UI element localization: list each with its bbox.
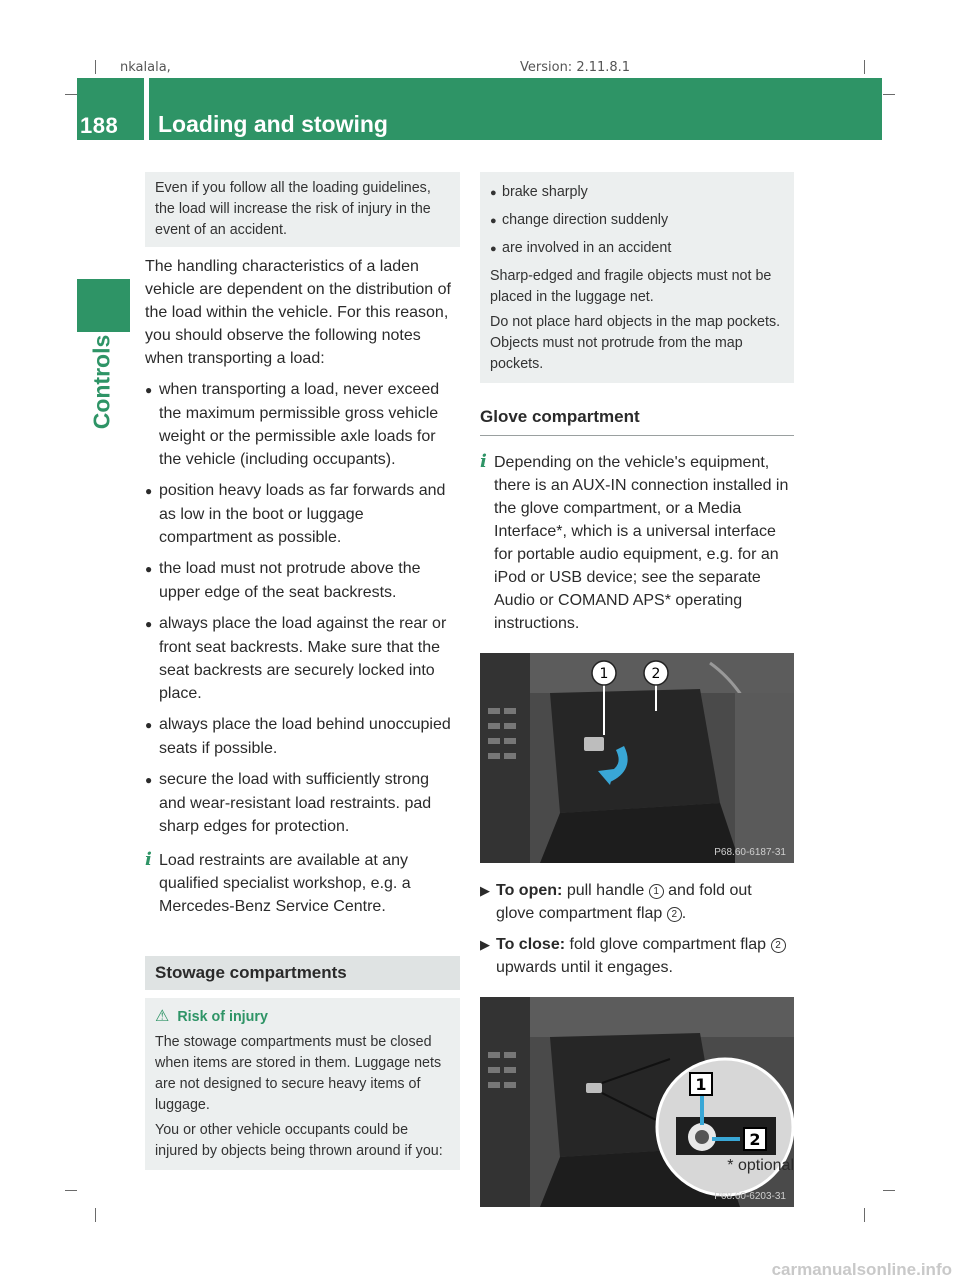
glove-compartment-photo (480, 653, 794, 863)
warning-text: Sharp-edged and fragile objects must not be placed in the luggage net. (490, 268, 772, 305)
image-code: P68.60-6203-31 (714, 1191, 786, 1202)
image-code: P68.60-6187-31 (714, 847, 786, 858)
crop-mark (95, 60, 96, 74)
header-divider (144, 78, 149, 140)
bullet-icon: ● (490, 187, 497, 199)
warning-text: You or other vehicle occupants could be injured by objects being thrown around if you: (155, 1122, 443, 1159)
page-number: 188 (80, 113, 119, 138)
crop-mark (883, 94, 895, 95)
warning-text: The stowage compartments must be closed when items are stored in them. Luggage nets are not designed to secure heavy items of luggage. (155, 1034, 442, 1113)
bullet-icon: ● (145, 383, 153, 397)
list-item: ● change direction suddenly (490, 210, 784, 232)
glove-compartment-detail-illustration (480, 997, 794, 1207)
list-item: ● always place the load behind unoccupied seats if possible. (145, 716, 451, 757)
callout-ref: 2 (771, 938, 786, 953)
bullet-icon: ● (145, 718, 153, 732)
callout-2: 2 (749, 1130, 761, 1149)
callout-1: 1 (599, 666, 609, 682)
warning-continued-box (480, 172, 794, 383)
info-note: i Load restraints are available at any qualified specialist workshop, e.g. a Mercedes-Benz Service Centre. (145, 849, 411, 915)
page-title: Loading and stowing (158, 111, 388, 137)
warning-title: ⚠ Risk of injury (155, 1008, 268, 1025)
callout-ref: 2 (667, 907, 682, 922)
warning-box (145, 998, 460, 1170)
crop-mark (864, 60, 865, 74)
list-item: ● brake sharply (490, 182, 784, 204)
bullet-icon: ● (145, 562, 153, 576)
watermark: carmanualsonline.info (771, 1260, 952, 1279)
warning-triangle-icon: ⚠ (155, 1008, 170, 1025)
list-item: ● always place the load against the rear or front seat backrests. Make sure that the seat backrests are securely locked into place. (145, 615, 447, 702)
intro-text: Even if you follow all the loading guidelines, the load will increase the risk of injury in the event of an accident. (155, 180, 431, 238)
print-mark-left: nkalala, (120, 60, 171, 75)
callout-1: 1 (695, 1075, 707, 1094)
loading-paragraph: The handling characteristics of a laden vehicle are dependent on the distribution of the load within the vehicle. For this reason, you should observe the following notes when transporting a load: (145, 258, 451, 367)
list-item: ● secure the load with sufficiently strong and wear-resistant load restraints. pad sharp edges for protection. (145, 771, 432, 835)
bullet-icon: ● (490, 243, 497, 255)
crop-mark (65, 94, 77, 95)
left-column (145, 172, 460, 1170)
info-note: i Depending on the vehicle's equipment, there is an AUX-IN connection installed in the glove compartment, or a Media Interface*, which is a universal interface for portable audio equipment, e.g. for an iPod or USB device; see the separate Audio or COMAND APS* operating instructions. (480, 451, 789, 632)
list-item: ● the load must not protrude above the upper edge of the seat backrests. (145, 560, 421, 601)
side-tab-marker (77, 279, 130, 332)
instruction-step: ▶ To open: pull handle 1 and fold out glove compartment flap 2 . (480, 879, 794, 925)
footnote-optional: * optional (727, 1157, 794, 1174)
list-item: ● when transporting a load, never exceed the maximum permissible gross vehicle weight or the permissible axle loads for the vehicle (including occupants). (145, 381, 440, 468)
side-tab-label: Controls (88, 334, 115, 430)
print-mark-right: Version: 2.11.8.1 (520, 60, 631, 75)
crop-mark (864, 1208, 865, 1222)
crop-mark (95, 1208, 96, 1222)
step-arrow-icon: ▶ (480, 937, 490, 952)
instruction-step: ▶ To close: fold glove compartment flap 2 upwards until it engages. (480, 933, 794, 979)
list-item: ● position heavy loads as far forwards and as low in the boot or luggage compartment as possible. (145, 482, 446, 546)
glove-compartment-illustration (480, 653, 794, 863)
bullet-icon: ● (145, 773, 153, 787)
callout-2: 2 (651, 666, 661, 682)
bullet-icon: ● (490, 215, 497, 227)
glove-compartment-detail-photo (480, 997, 794, 1207)
intro-box (145, 172, 460, 247)
callout-ref: 1 (649, 884, 664, 899)
step-arrow-icon: ▶ (480, 883, 490, 898)
warning-text: Do not place hard objects in the map pockets. Objects must not protrude from the map pockets. (490, 314, 781, 372)
crop-mark (65, 1190, 77, 1191)
list-item: ● are involved in an accident (490, 238, 784, 260)
section-heading: Glove compartment (480, 407, 794, 436)
section-heading: Stowage compartments (145, 956, 460, 990)
bullet-icon: ● (145, 484, 153, 498)
crop-mark (883, 1190, 895, 1191)
right-column (480, 172, 794, 1207)
bullet-icon: ● (145, 617, 153, 631)
info-icon: i (145, 849, 152, 870)
info-icon: i (480, 451, 487, 472)
